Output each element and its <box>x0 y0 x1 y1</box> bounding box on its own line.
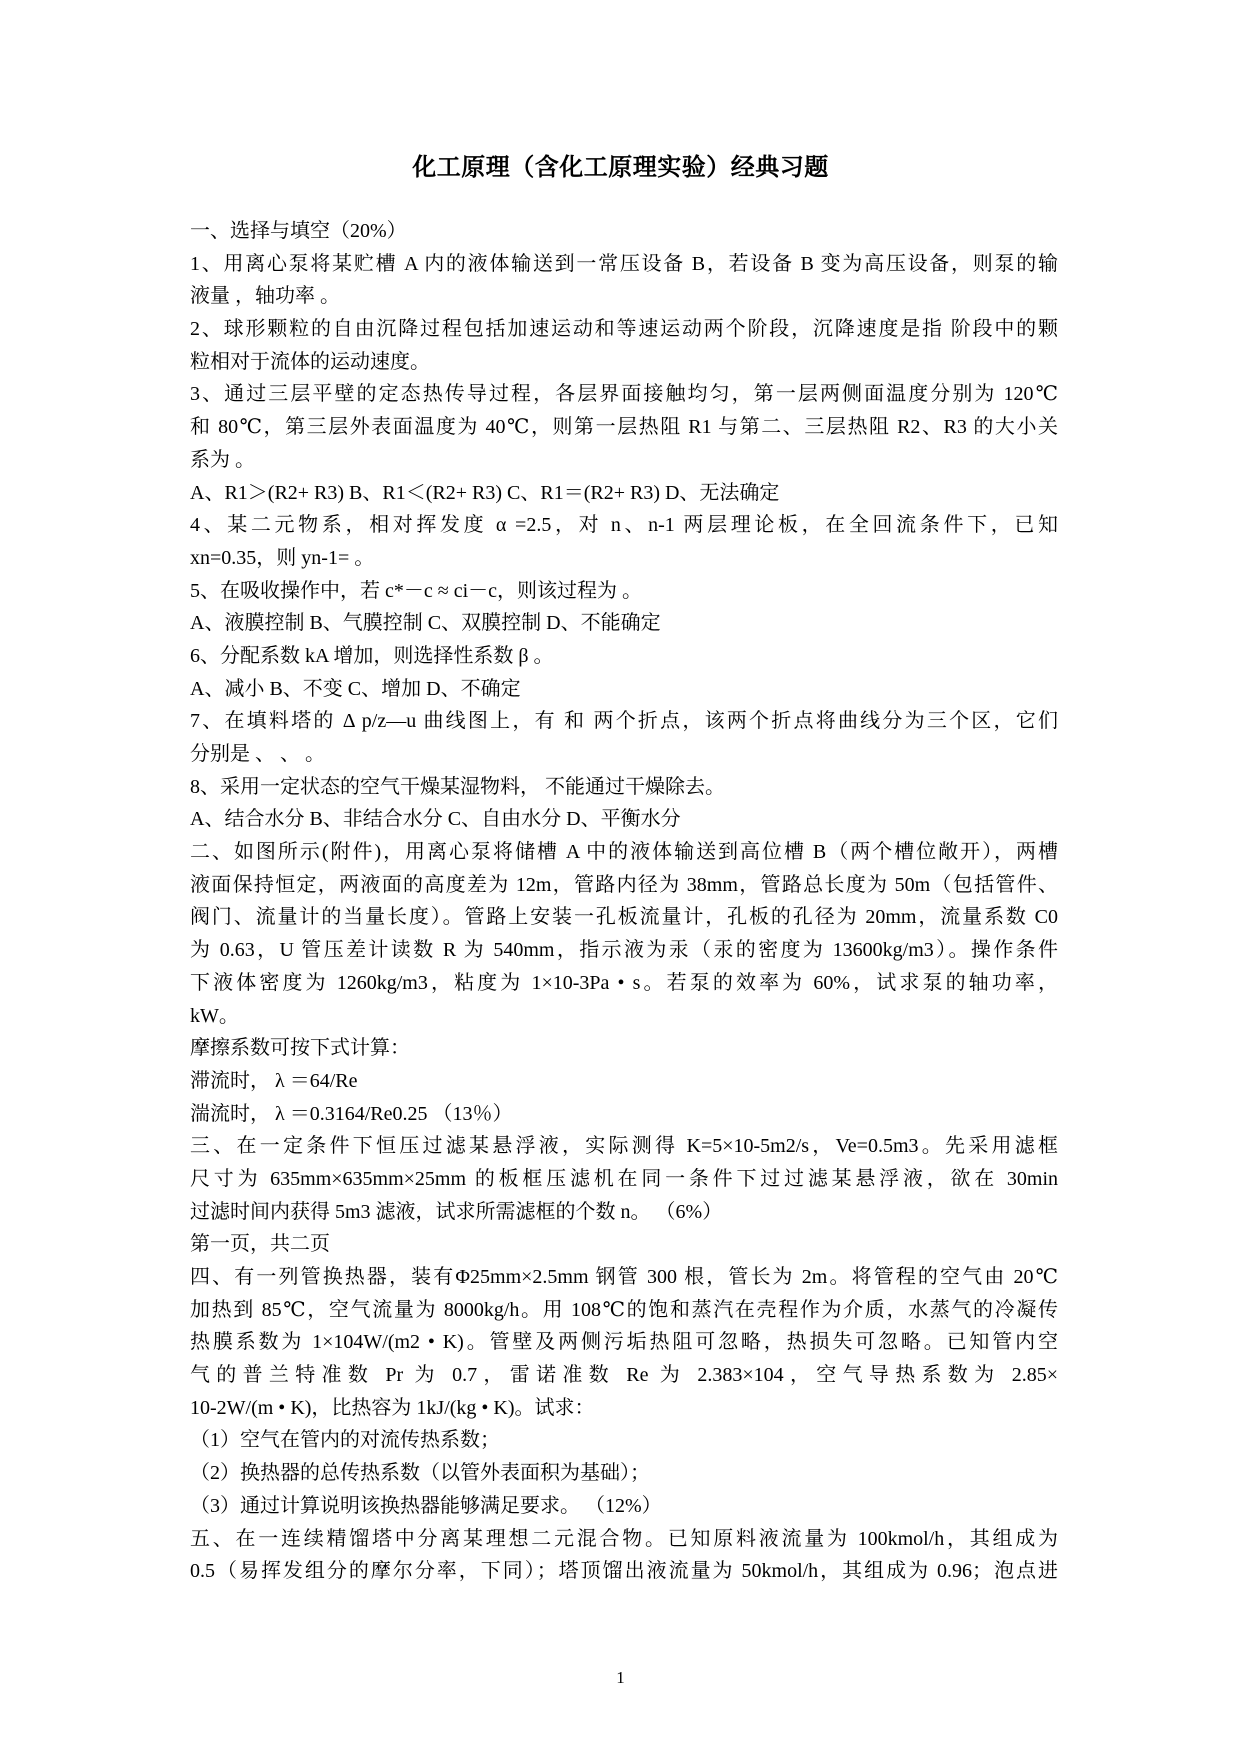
text-line: A、R1＞(R2+ R3) B、R1＜(R2+ R3) C、R1＝(R2+ R3) D、无法确定 <box>190 481 780 504</box>
text-line: 分别是 、 、 。 <box>190 743 325 765</box>
text-line: 过滤时间内获得 5m3 滤液，试求所需滤框的个数 n。 （6%） <box>190 1200 723 1223</box>
text-line: 摩擦系数可按下式计算： <box>190 1037 410 1060</box>
text-line: 加热到 85℃，空气流量为 8000kg/h。用 108℃的饱和蒸汽在壳程作为介质，水蒸气的冷凝传 <box>190 1298 1058 1321</box>
text-line: 8、采用一定状态的空气干燥某湿物料， 不能通过干燥除去。 <box>190 775 725 798</box>
text-line: 10-2W/(m • K)，比热容为 1kJ/(kg • K)。试求： <box>190 1396 595 1419</box>
text-line: 6、分配系数 kA 增加，则选择性系数 β 。 <box>190 644 554 667</box>
section-heading: 四、有一列管换热器，装有Φ25mm×2.5mm 钢管 300 根，管长为 2m。将管程的空气由 20℃ <box>190 1266 1058 1288</box>
text-line: A、液膜控制 B、气膜控制 C、双膜控制 D、不能确定 <box>190 612 661 635</box>
text-line: xn=0.35，则 yn-1= 。 <box>190 546 375 569</box>
text-line: 液面保持恒定，两液面的高度差为 12m，管路内径为 38mm，管路总长度为 50m（包括管件、 <box>190 873 1058 896</box>
text-line: 7、在填料塔的 Δ p/z—u 曲线图上，有 和 两个折点，该两个折点将曲线分为三个区，它们 <box>190 710 1058 733</box>
text-line: 0.5（易挥发组分的摩尔分率，下同）；塔顶馏出液流量为 50kmol/h，其组成为 0.96；泡点进 <box>190 1560 1058 1583</box>
text-line: （1）空气在管内的对流传热系数； <box>190 1429 500 1452</box>
text-line: 气的普兰特准数 Pr 为 0.7，雷诺准数 Re 为 2.383×104，空气导热系数为 2.85× <box>190 1364 1058 1387</box>
text-line: 3、通过三层平壁的定态热传导过程，各层界面接触均匀，第一层两侧面温度分别为 120℃ <box>190 383 1058 406</box>
text-line: A、减小 B、不变 C、增加 D、不确定 <box>190 677 521 700</box>
text-line: 为 0.63，U 管压差计读数 R 为 540mm，指示液为汞（汞的密度为 13600kg/m3）。操作条件 <box>190 939 1058 962</box>
text-line: kW。 <box>190 1004 239 1027</box>
page-marker: 第一页，共二页 <box>190 1233 330 1256</box>
text-line: （3）通过计算说明该换热器能够满足要求。 （12%） <box>190 1494 662 1517</box>
text-line: 粒相对于流体的运动速度。 <box>190 350 430 373</box>
text-line: 和 80℃，第三层外表面温度为 40℃，则第一层热阻 R1 与第二、三层热阻 R2、R3 的大小关 <box>190 416 1058 439</box>
text-line: 1、用离心泵将某贮槽 A 内的液体输送到一常压设备 B，若设备 B 变为高压设备，则泵的输 <box>190 252 1058 275</box>
text-line: A、结合水分 B、非结合水分 C、自由水分 D、平衡水分 <box>190 808 681 831</box>
document-body <box>190 215 1058 1588</box>
text-line: 热膜系数为 1×104W/(m2 • K)。管壁及两侧污垢热阻可忽略，热损失可忽略。已知管内空 <box>190 1331 1058 1354</box>
text-line: （2）换热器的总传热系数（以管外表面积为基础）； <box>190 1462 650 1485</box>
text-line: 下液体密度为 1260kg/m3，粘度为 1×10-3Pa • s。若泵的效率为 60%，试求泵的轴功率， <box>190 971 1058 994</box>
section-heading: 一、选择与填空（20%） <box>190 220 407 242</box>
text-line: 阀门、流量计的当量长度）。管路上安装一孔板流量计，孔板的孔径为 20mm，流量系数 C0 <box>190 906 1058 929</box>
page-number: 1 <box>616 1668 625 1687</box>
section-heading: 三、在一定条件下恒压过滤某悬浮液，实际测得 K=5×10-5m2/s，Ve=0.5m3。先采用滤框 <box>190 1135 1058 1158</box>
text-line: 系为 。 <box>190 448 255 471</box>
text-line: 尺寸为 635mm×635mm×25mm 的板框压滤机在同一条件下过过滤某悬浮液，欲在 30min <box>190 1167 1058 1190</box>
section-heading: 二、如图所示(附件)，用离心泵将储槽 A 中的液体输送到高位槽 B（两个槽位敞开），两槽 <box>190 841 1058 864</box>
text-line: 5、在吸收操作中，若 c*－c ≈ ci－c，则该过程为 。 <box>190 579 643 602</box>
text-line: 湍流时， λ ＝0.3164/Re0.25 （13％） <box>190 1102 513 1125</box>
text-line: 滞流时， λ ＝64/Re <box>190 1069 358 1092</box>
text-line: 液量 ，轴功率 。 <box>190 285 340 308</box>
section-heading: 五、在一连续精馏塔中分离某理想二元混合物。已知原料液流量为 100kmol/h，其组成为 <box>190 1527 1058 1550</box>
text-line: 2、球形颗粒的自由沉降过程包括加速运动和等速运动两个阶段，沉降速度是指 阶段中的颗 <box>190 318 1058 341</box>
document-title: 化工原理（含化工原理实验）经典习题 <box>412 153 829 181</box>
text-line: 4、某二元物系，相对挥发度 α =2.5，对 n、n-1 两层理论板，在全回流条件下，已知 <box>190 514 1058 537</box>
